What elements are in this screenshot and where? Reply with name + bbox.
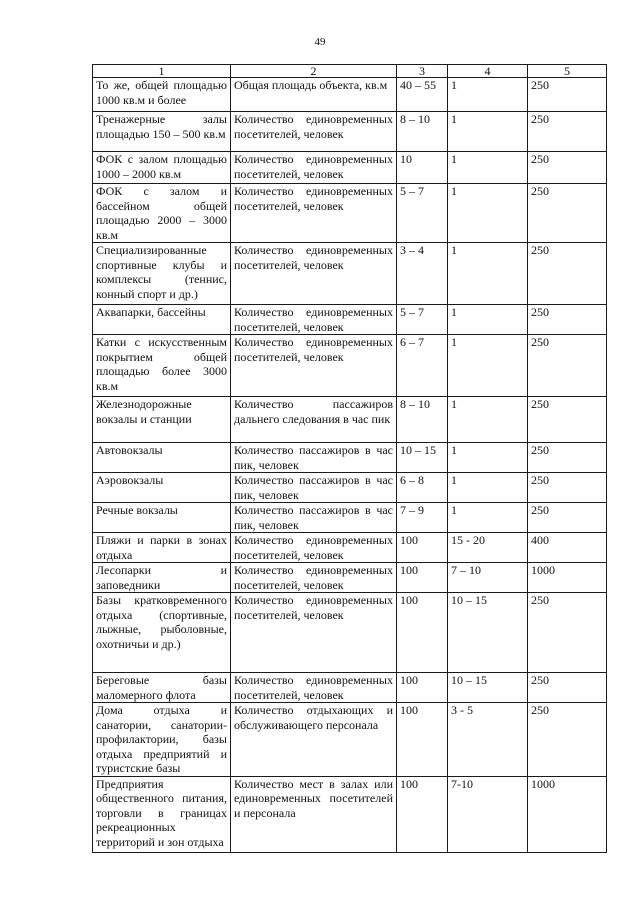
facility-cell: Аэровокзалы	[93, 473, 231, 503]
distance-cell: 1000	[528, 563, 607, 593]
count-cell: 1	[448, 335, 528, 397]
indicator-cell: Количество единовременных посетителей, человек	[231, 184, 397, 243]
column-header: 2	[231, 65, 397, 78]
table-row	[93, 152, 607, 184]
facility-cell: Дома отдыха и санатории, санатории-профилактории, базы отдыха предприятий и туристские базы	[93, 703, 231, 777]
table-header-row	[93, 65, 607, 78]
count-cell: 7-10	[448, 776, 528, 852]
column-header: 3	[397, 65, 448, 78]
indicator-cell: Количество пассажиров в час пик, человек	[231, 473, 397, 503]
rate-cell: 100	[397, 776, 448, 852]
count-cell: 1	[448, 184, 528, 243]
rate-cell: 8 – 10	[397, 397, 448, 443]
indicator-cell: Количество единовременных посетителей, человек	[231, 243, 397, 305]
rate-cell: 5 – 7	[397, 184, 448, 243]
rate-cell: 100	[397, 533, 448, 563]
table-row	[93, 443, 607, 473]
count-cell: 1	[448, 397, 528, 443]
rate-cell: 100	[397, 563, 448, 593]
facility-cell: То же, общей площадью 1000 кв.м и более	[93, 78, 231, 112]
rate-cell: 7 – 9	[397, 503, 448, 533]
facility-cell: ФОК с залом и бассейном общей площадью 2000 – 3000 кв.м	[93, 184, 231, 243]
table-row	[93, 335, 607, 397]
facility-cell: Лесопарки и заповедники	[93, 563, 231, 593]
rate-cell: 100	[397, 593, 448, 673]
facility-cell: Пляжи и парки в зонах отдыха	[93, 533, 231, 563]
table-row	[93, 78, 607, 112]
indicator-cell: Количество единовременных посетителей, человек	[231, 533, 397, 563]
indicator-cell: Количество единовременных посетителей, человек	[231, 305, 397, 335]
rate-cell: 8 – 10	[397, 112, 448, 152]
facility-cell: Автовокзалы	[93, 443, 231, 473]
table-row	[93, 533, 607, 563]
indicator-cell: Количество отдыхающих и обслуживающего персонала	[231, 703, 397, 777]
facility-cell: ФОК с залом площадью 1000 – 2000 кв.м	[93, 152, 231, 184]
indicator-cell: Количество единовременных посетителей, человек	[231, 563, 397, 593]
distance-cell: 250	[528, 397, 607, 443]
page-number: 49	[314, 36, 326, 48]
indicator-cell: Количество единовременных посетителей, человек	[231, 335, 397, 397]
count-cell: 1	[448, 243, 528, 305]
distance-cell: 250	[528, 473, 607, 503]
table-row	[93, 703, 607, 777]
rate-cell: 5 – 7	[397, 305, 448, 335]
distance-cell: 250	[528, 243, 607, 305]
rate-cell: 6 – 8	[397, 473, 448, 503]
facility-cell: Аквапарки, бассейны	[93, 305, 231, 335]
count-cell: 1	[448, 78, 528, 112]
indicator-cell: Количество единовременных посетителей, человек	[231, 593, 397, 673]
distance-cell: 250	[528, 593, 607, 673]
rate-cell: 100	[397, 703, 448, 777]
indicator-cell: Количество единовременных посетителей, человек	[231, 112, 397, 152]
table-row	[93, 503, 607, 533]
rate-cell: 10 – 15	[397, 443, 448, 473]
facility-cell: Речные вокзалы	[93, 503, 231, 533]
table-row	[93, 184, 607, 243]
column-header: 5	[528, 65, 607, 78]
table-body	[93, 78, 607, 853]
table-row	[93, 673, 607, 703]
count-cell: 1	[448, 152, 528, 184]
distance-cell: 1000	[528, 776, 607, 852]
indicator-cell: Количество пассажиров в час пик, человек	[231, 503, 397, 533]
count-cell: 1	[448, 473, 528, 503]
count-cell: 1	[448, 112, 528, 152]
rate-cell: 40 – 55	[397, 78, 448, 112]
indicator-cell: Количество пассажиров в час пик, человек	[231, 443, 397, 473]
count-cell: 3 - 5	[448, 703, 528, 777]
facility-cell: Предприятия общественного питания, торговли в границах рекреационных территорий и зон отдыха	[93, 776, 231, 852]
indicator-cell: Количество мест в залах или единовременных посетителей и персонала	[231, 776, 397, 852]
facility-cell: Тренажерные залы площадью 150 – 500 кв.м	[93, 112, 231, 152]
rate-cell: 3 – 4	[397, 243, 448, 305]
count-cell: 15 - 20	[448, 533, 528, 563]
table-row	[93, 243, 607, 305]
count-cell: 7 – 10	[448, 563, 528, 593]
indicator-cell: Количество единовременных посетителей, человек	[231, 673, 397, 703]
count-cell: 1	[448, 305, 528, 335]
distance-cell: 250	[528, 673, 607, 703]
table-row	[93, 397, 607, 443]
count-cell: 10 – 15	[448, 673, 528, 703]
distance-cell: 250	[528, 503, 607, 533]
column-header: 1	[93, 65, 231, 78]
distance-cell: 250	[528, 443, 607, 473]
rate-cell: 6 – 7	[397, 335, 448, 397]
facility-cell: Железнодорожные вокзалы и станции	[93, 397, 231, 443]
indicator-cell: Общая площадь объекта, кв.м	[231, 78, 397, 112]
table-row	[93, 563, 607, 593]
table-row	[93, 305, 607, 335]
table-row	[93, 112, 607, 152]
distance-cell: 250	[528, 703, 607, 777]
facility-cell: Береговые базы маломерного флота	[93, 673, 231, 703]
table-row	[93, 776, 607, 852]
distance-cell: 250	[528, 112, 607, 152]
facility-cell: Специализированные спортивные клубы и комплексы (теннис, конный спорт и др.)	[93, 243, 231, 305]
distance-cell: 250	[528, 184, 607, 243]
distance-cell: 250	[528, 78, 607, 112]
column-header: 4	[448, 65, 528, 78]
count-cell: 1	[448, 503, 528, 533]
distance-cell: 250	[528, 335, 607, 397]
count-cell: 10 – 15	[448, 593, 528, 673]
indicator-cell: Количество пассажиров дальнего следования в час пик	[231, 397, 397, 443]
indicator-cell: Количество единовременных посетителей, человек	[231, 152, 397, 184]
rate-cell: 10	[397, 152, 448, 184]
distance-cell: 400	[528, 533, 607, 563]
distance-cell: 250	[528, 152, 607, 184]
count-cell: 1	[448, 443, 528, 473]
parking-norms-table	[92, 64, 607, 853]
distance-cell: 250	[528, 305, 607, 335]
facility-cell: Базы кратковременного отдыха (спортивные, лыжные, рыболовные, охотничьи и др.)	[93, 593, 231, 673]
rate-cell: 100	[397, 673, 448, 703]
facility-cell: Катки с искусственным покрытием общей площадью более 3000 кв.м	[93, 335, 231, 397]
table-row	[93, 473, 607, 503]
table-row	[93, 593, 607, 673]
